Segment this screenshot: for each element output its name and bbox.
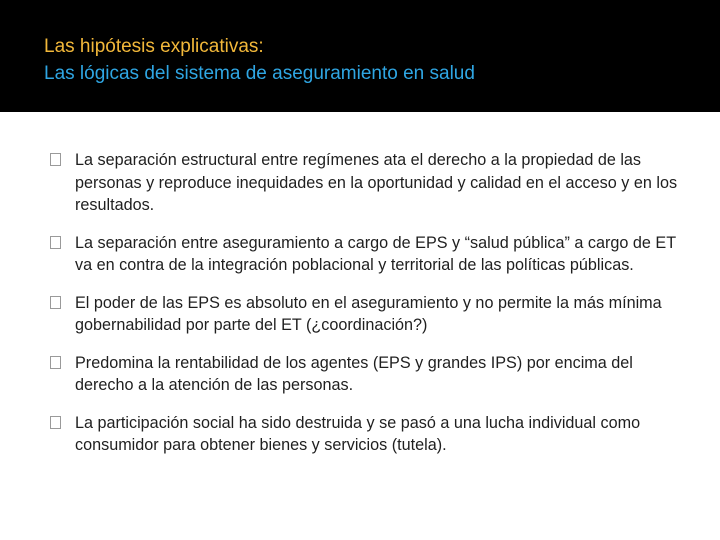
bullet-item [50, 292, 690, 337]
bullet-item [50, 412, 690, 457]
title-band [0, 0, 720, 112]
bullet-item [50, 232, 690, 277]
slide-title: Las hipótesis explicativas: [44, 36, 264, 57]
bullet-text: La separación estructural entre regímenes ata el derecho a la propiedad de las personas y reproduce inequidades en la oportunidad y calidad en el acceso y en los resultados. [75, 151, 678, 214]
bullet-text: Predomina la rentabilidad de los agentes (EPS y grandes IPS) por encima del derecho a la atención de las personas. [75, 353, 633, 394]
bullet-text: La separación entre aseguramiento a cargo de EPS y “salud pública” a cargo de ET va en contra de la integración poblacional y territorial de las políticas públicas. [75, 233, 676, 274]
square-bullet-icon [50, 296, 61, 309]
bullet-text: El poder de las EPS es absoluto en el aseguramiento y no permite la más mínima gobernabilidad por parte del ET (¿coordinación?) [75, 293, 662, 334]
slide-subtitle: Las lógicas del sistema de aseguramiento en salud [44, 63, 475, 84]
bullet-item [50, 149, 690, 217]
bullet-list [50, 149, 690, 472]
square-bullet-icon [50, 236, 61, 249]
square-bullet-icon [50, 416, 61, 429]
bullet-text: La participación social ha sido destruida y se pasó a una lucha individual como consumidor para obtener bienes y servicios (tutela). [75, 413, 641, 454]
square-bullet-icon [50, 153, 61, 166]
square-bullet-icon [50, 356, 61, 369]
bullet-item [50, 352, 690, 397]
